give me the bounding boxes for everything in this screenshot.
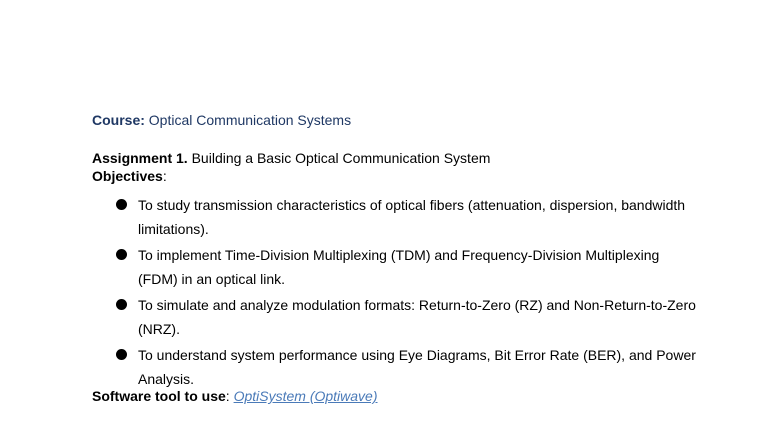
objective-item — [116, 343, 696, 391]
objective-text: To study transmission characteristics of optical fibers (attenuation, dispersion, bandwidth limitations). — [138, 197, 686, 237]
course-label: Course: — [92, 112, 145, 128]
software-colon: : — [225, 388, 230, 404]
software-line — [92, 387, 378, 405]
objective-text: To simulate and analyze modulation formats: Return-to-Zero (RZ) and Non-Return-to-Zero (NRZ). — [138, 297, 696, 337]
bullet-icon — [116, 299, 127, 310]
course-value: Optical Communication Systems — [148, 112, 352, 128]
objective-item — [116, 243, 696, 291]
software-link[interactable]: OptiSystem (Optiwave) — [233, 388, 378, 404]
objectives-colon: : — [162, 168, 167, 184]
bullet-icon — [116, 349, 127, 360]
assignment-label: Assignment 1. — [92, 150, 188, 166]
bullet-icon — [116, 199, 127, 210]
course-line — [92, 111, 351, 129]
objective-text: To understand system performance using Eye Diagrams, Bit Error Rate (BER), and Power Analysis. — [138, 347, 696, 387]
objective-item — [116, 193, 696, 241]
assignment-line — [92, 149, 490, 167]
objectives-heading — [92, 167, 167, 185]
objectives-list — [116, 193, 696, 393]
objectives-label: Objectives — [92, 168, 163, 184]
software-label: Software tool to use — [92, 388, 226, 404]
bullet-icon — [116, 249, 127, 260]
objective-item — [116, 293, 696, 341]
objective-text: To implement Time-Division Multiplexing (TDM) and Frequency-Division Multiplexing (FDM) in an optical link. — [138, 247, 660, 287]
assignment-title: Building a Basic Optical Communication System — [191, 150, 491, 166]
